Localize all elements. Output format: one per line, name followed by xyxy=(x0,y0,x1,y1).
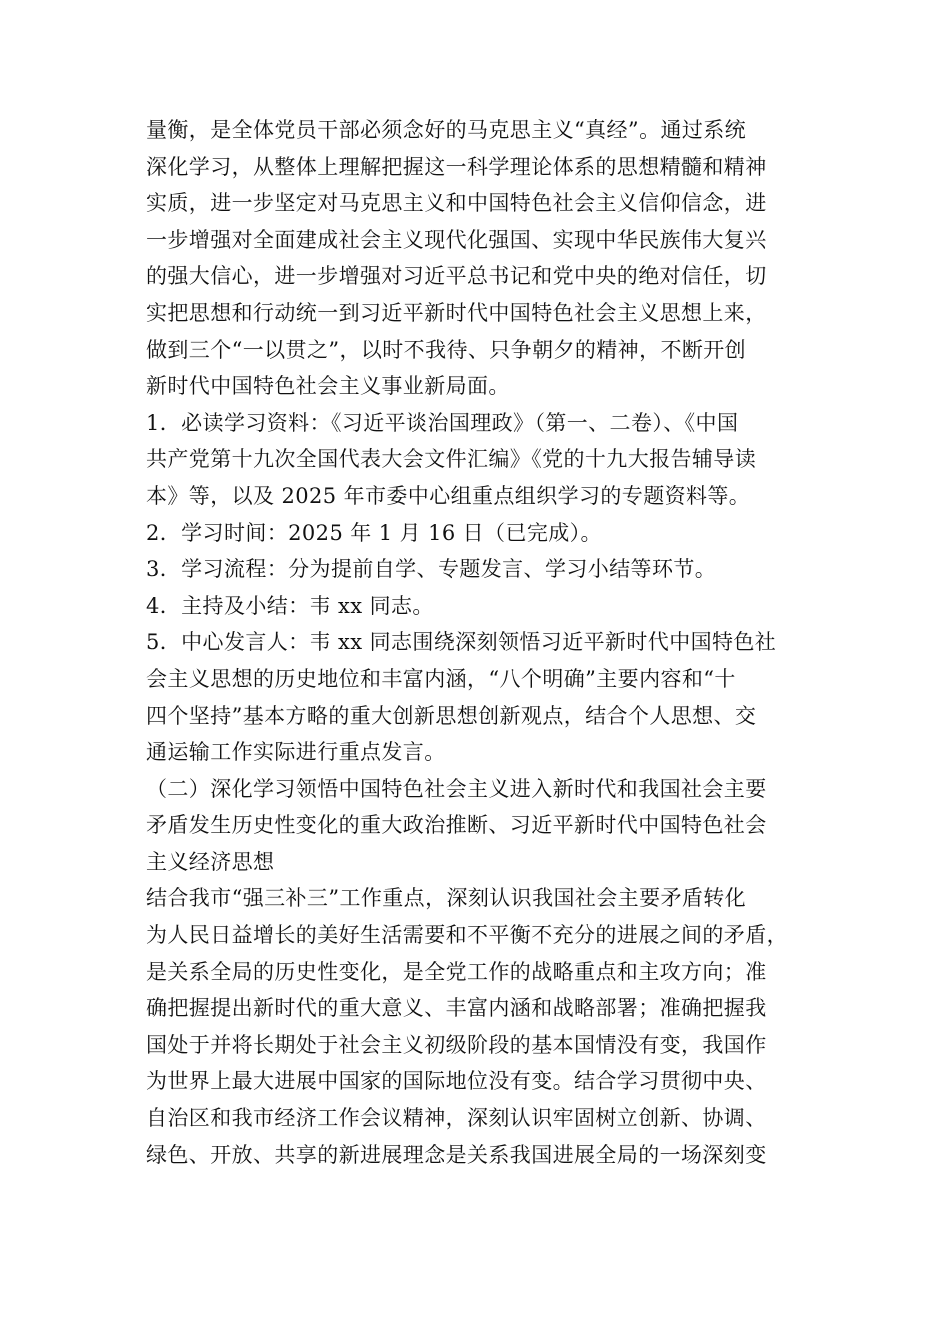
text-line: 会主义思想的历史地位和丰富内涵，“八个明确”主要内容和“十 xyxy=(146,666,736,691)
list-item-required-materials: 1．必读学习资料：《习近平谈治国理政》（第一、二卷）、《中国 xyxy=(146,410,739,435)
text-line: 本》等，以及 2025 年市委中心组重点组织学习的专题资料等。 xyxy=(146,483,751,508)
text-line: 新时代中国特色社会主义事业新局面。 xyxy=(146,374,510,399)
list-item-host-summary: 4．主持及小结：韦 xx 同志。 xyxy=(146,593,434,618)
text-line: 一步增强对全面建成社会主义现代化强国、实现中华民族伟大复兴 xyxy=(146,227,767,252)
text-line: 确把握提出新时代的重大意义、丰富内涵和战略部署；准确把握我 xyxy=(146,996,767,1021)
text-line: 绿色、开放、共享的新进展理念是关系我国进展全局的一场深刻变 xyxy=(146,1142,767,1167)
text-line: 为世界上最大进展中国家的国际地位没有变。结合学习贯彻中央、 xyxy=(146,1069,767,1094)
text-line: 深化学习，从整体上理解把握这一科学理论体系的思想精髓和精神 xyxy=(146,154,767,179)
list-item-study-process: 3．学习流程：分为提前自学、专题发言、学习小结等环节。 xyxy=(146,557,717,582)
section-heading-line: 主义经济思想 xyxy=(146,849,275,874)
text-line: 结合我市“强三补三”工作重点，深刻认识我国社会主要矛盾转化 xyxy=(146,886,747,911)
text-line: 实把思想和行动统一到习近平新时代中国特色社会主义思想上来， xyxy=(146,300,767,325)
text-line: 实质，进一步坚定对马克思主义和中国特色社会主义信仰信念，进 xyxy=(146,191,767,216)
list-item-study-time: 2．学习时间：2025 年 1 月 16 日（已完成）。 xyxy=(146,520,602,545)
section-heading-line: 矛盾发生历史性变化的重大政治推断、习近平新时代中国特色社会 xyxy=(146,813,767,838)
list-item-key-speaker: 5．中心发言人：韦 xx 同志围绕深刻领悟习近平新时代中国特色社 xyxy=(146,630,777,655)
text-line: 的强大信心，进一步增强对习近平总书记和党中央的绝对信任，切 xyxy=(146,264,767,289)
text-line: 通运输工作实际进行重点发言。 xyxy=(146,740,446,765)
document-body-text xyxy=(146,112,810,1173)
text-line: 是关系全局的历史性变化，是全党工作的战略重点和主攻方向；准 xyxy=(146,959,767,984)
text-line: 量衡，是全体党员干部必须念好的马克思主义“真经”。通过系统 xyxy=(146,118,747,142)
text-line: 四个坚持”基本方略的重大创新思想创新观点，结合个人思想、交 xyxy=(146,703,757,728)
text-line: 为人民日益增长的美好生活需要和不平衡不充分的进展之间的矛盾， xyxy=(146,923,788,948)
text-line: 共产党第十九次全国代表大会文件汇编》《党的十九大报告辅导读 xyxy=(146,447,757,472)
text-line: 做到三个“一以贯之”，以时不我待、只争朝夕的精神，不断开创 xyxy=(146,337,747,362)
section-heading-line: （二）深化学习领悟中国特色社会主义进入新时代和我国社会主要 xyxy=(146,776,767,801)
text-line: 自治区和我市经济工作会议精神，深刻认识牢固树立创新、协调、 xyxy=(146,1106,767,1131)
text-line: 国处于并将长期处于社会主义初级阶段的基本国情没有变，我国作 xyxy=(146,1032,767,1057)
